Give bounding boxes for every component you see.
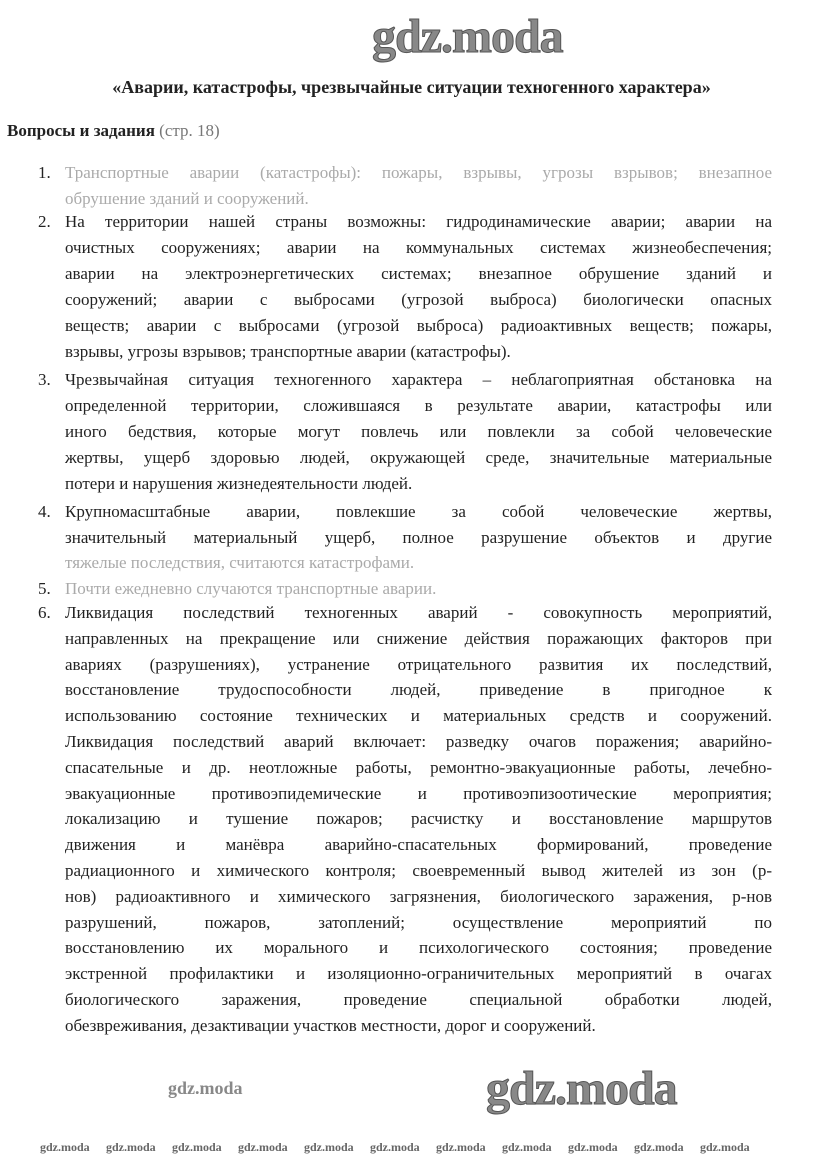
item-text-line: определенной территории, сложившаяся в результате аварии, катастрофы или (65, 396, 772, 415)
item-text-line: радиационного и химического контроля; своевременный вывод жителей из зон (р- (65, 861, 772, 880)
item-text-line: веществ; аварии с выбросами (угрозой выброса) радиоактивных веществ; пожары, (65, 316, 772, 335)
item-number: 1. (38, 163, 51, 182)
watermark-small: gdz.moda (700, 1140, 750, 1154)
item-text-line: спасательные и др. неотложные работы, ремонтно-эвакуационные работы, лечебно- (65, 757, 772, 777)
watermark-logo: gdz.moda (372, 10, 563, 63)
item-text-line: движения и манёвра аварийно-спасательных формирований, проведение (65, 835, 772, 855)
item-text-line: авариях (разрушениях), устранение отрицательного развития их последствий, (65, 654, 772, 674)
item-text-line: очистных сооружениях; аварии на коммунальных системах жизнеобеспечения; (65, 238, 772, 257)
watermark-small: gdz.moda (370, 1140, 420, 1154)
watermark-logo: gdz.moda (486, 1062, 677, 1115)
item-text-line: тяжелые последствия, считаются катастрофами. (65, 553, 415, 572)
section-heading (7, 120, 220, 142)
document-title: «Аварии, катастрофы, чрезвычайные ситуации техногенного характера» (112, 77, 711, 97)
item-text-line: направленных на прекращение или снижение действия поражающих факторов при (65, 628, 772, 648)
item-text-line: Ликвидация последствий техногенных аварий - совокупность мероприятий, (65, 603, 772, 622)
item-text-line: локализацию и тушение пожаров; расчистку и восстановление маршрутов (65, 809, 772, 829)
item-text-line: потери и нарушения жизнедеятельности людей. (65, 474, 413, 493)
watermark-small: gdz.moda (238, 1140, 288, 1154)
item-text-line: восстановление трудоспособности людей, приведение в пригодное к (65, 680, 772, 700)
item-number: 5. (38, 579, 51, 598)
item-text-line: иного бедствия, которые могут повлечь или повлекли за собой человеческие (65, 422, 772, 441)
item-number: 6. (38, 603, 51, 622)
item-text-line: Транспортные аварии (катастрофы): пожары, взрывы, угрозы взрывов; внезапное (65, 163, 772, 182)
item-text-line: восстановлению их морального и психологического состояния; проведение (65, 938, 772, 958)
item-text-line: использованию состояние технических и материальных средств и сооружений. (65, 706, 772, 726)
watermark-small: gdz.moda (568, 1140, 618, 1154)
item-text-line: Почти ежедневно случаются транспортные аварии. (65, 579, 437, 598)
item-number: 3. (38, 370, 51, 389)
item-text-line: экстренной профилактики и изоляционно-ограничительных мероприятий в очагах (65, 964, 772, 984)
item-number: 4. (38, 502, 51, 521)
item-text-line: аварии на электроэнергетических системах; внезапное обрушение зданий и (65, 264, 772, 283)
item-text-line: Крупномасштабные аварии, повлекшие за собой человеческие жертвы, (65, 502, 772, 521)
item-text-line: Ликвидация последствий аварий включает: разведку очагов поражения; аварийно- (65, 732, 772, 751)
item-text-line: жертвы, ущерб здоровью людей, окружающей среде, значительные материальные (65, 448, 772, 467)
heading-label: Вопросы и задания (7, 121, 155, 140)
item-text-line: нов) радиоактивного и химического загрязнения, биологического заражения, р-нов (65, 886, 772, 906)
watermark-medium: gdz.moda (168, 1078, 243, 1098)
watermark-small: gdz.moda (304, 1140, 354, 1154)
item-text-line: биологического заражения, проведение специальной обработки людей, (65, 990, 772, 1009)
watermark-small: gdz.moda (436, 1140, 486, 1154)
watermark-small: gdz.moda (172, 1140, 222, 1154)
item-text-line: значительный материальный ущерб, полное разрушение объектов и другие (65, 527, 772, 547)
item-text-line: обезвреживания, дезактивации участков местности, дорог и сооружений. (65, 1015, 596, 1035)
item-text-line: разрушений, пожаров, затоплений; осуществление мероприятий по (65, 912, 772, 932)
item-text-line: обрушение зданий и сооружений. (65, 189, 309, 208)
watermark-small: gdz.moda (40, 1140, 90, 1154)
watermark-small: gdz.moda (106, 1140, 156, 1154)
item-text-line: Чрезвычайная ситуация техногенного характера – неблагоприятная обстановка на (65, 370, 772, 389)
item-number: 2. (38, 212, 51, 231)
item-text-line: взрывы, угрозы взрывов; транспортные аварии (катастрофы). (65, 342, 511, 361)
watermark-small: gdz.moda (502, 1140, 552, 1154)
page-reference: (стр. 18) (159, 121, 220, 140)
item-text-line: эвакуационные противоэпидемические и противоэпизоотические мероприятия; (65, 783, 772, 803)
watermark-small: gdz.moda (634, 1140, 684, 1154)
item-text-line: сооружений; аварии с выбросами (угрозой выброса) биологически опасных (65, 290, 772, 309)
item-text-line: На территории нашей страны возможны: гидродинамические аварии; аварии на (65, 212, 772, 231)
